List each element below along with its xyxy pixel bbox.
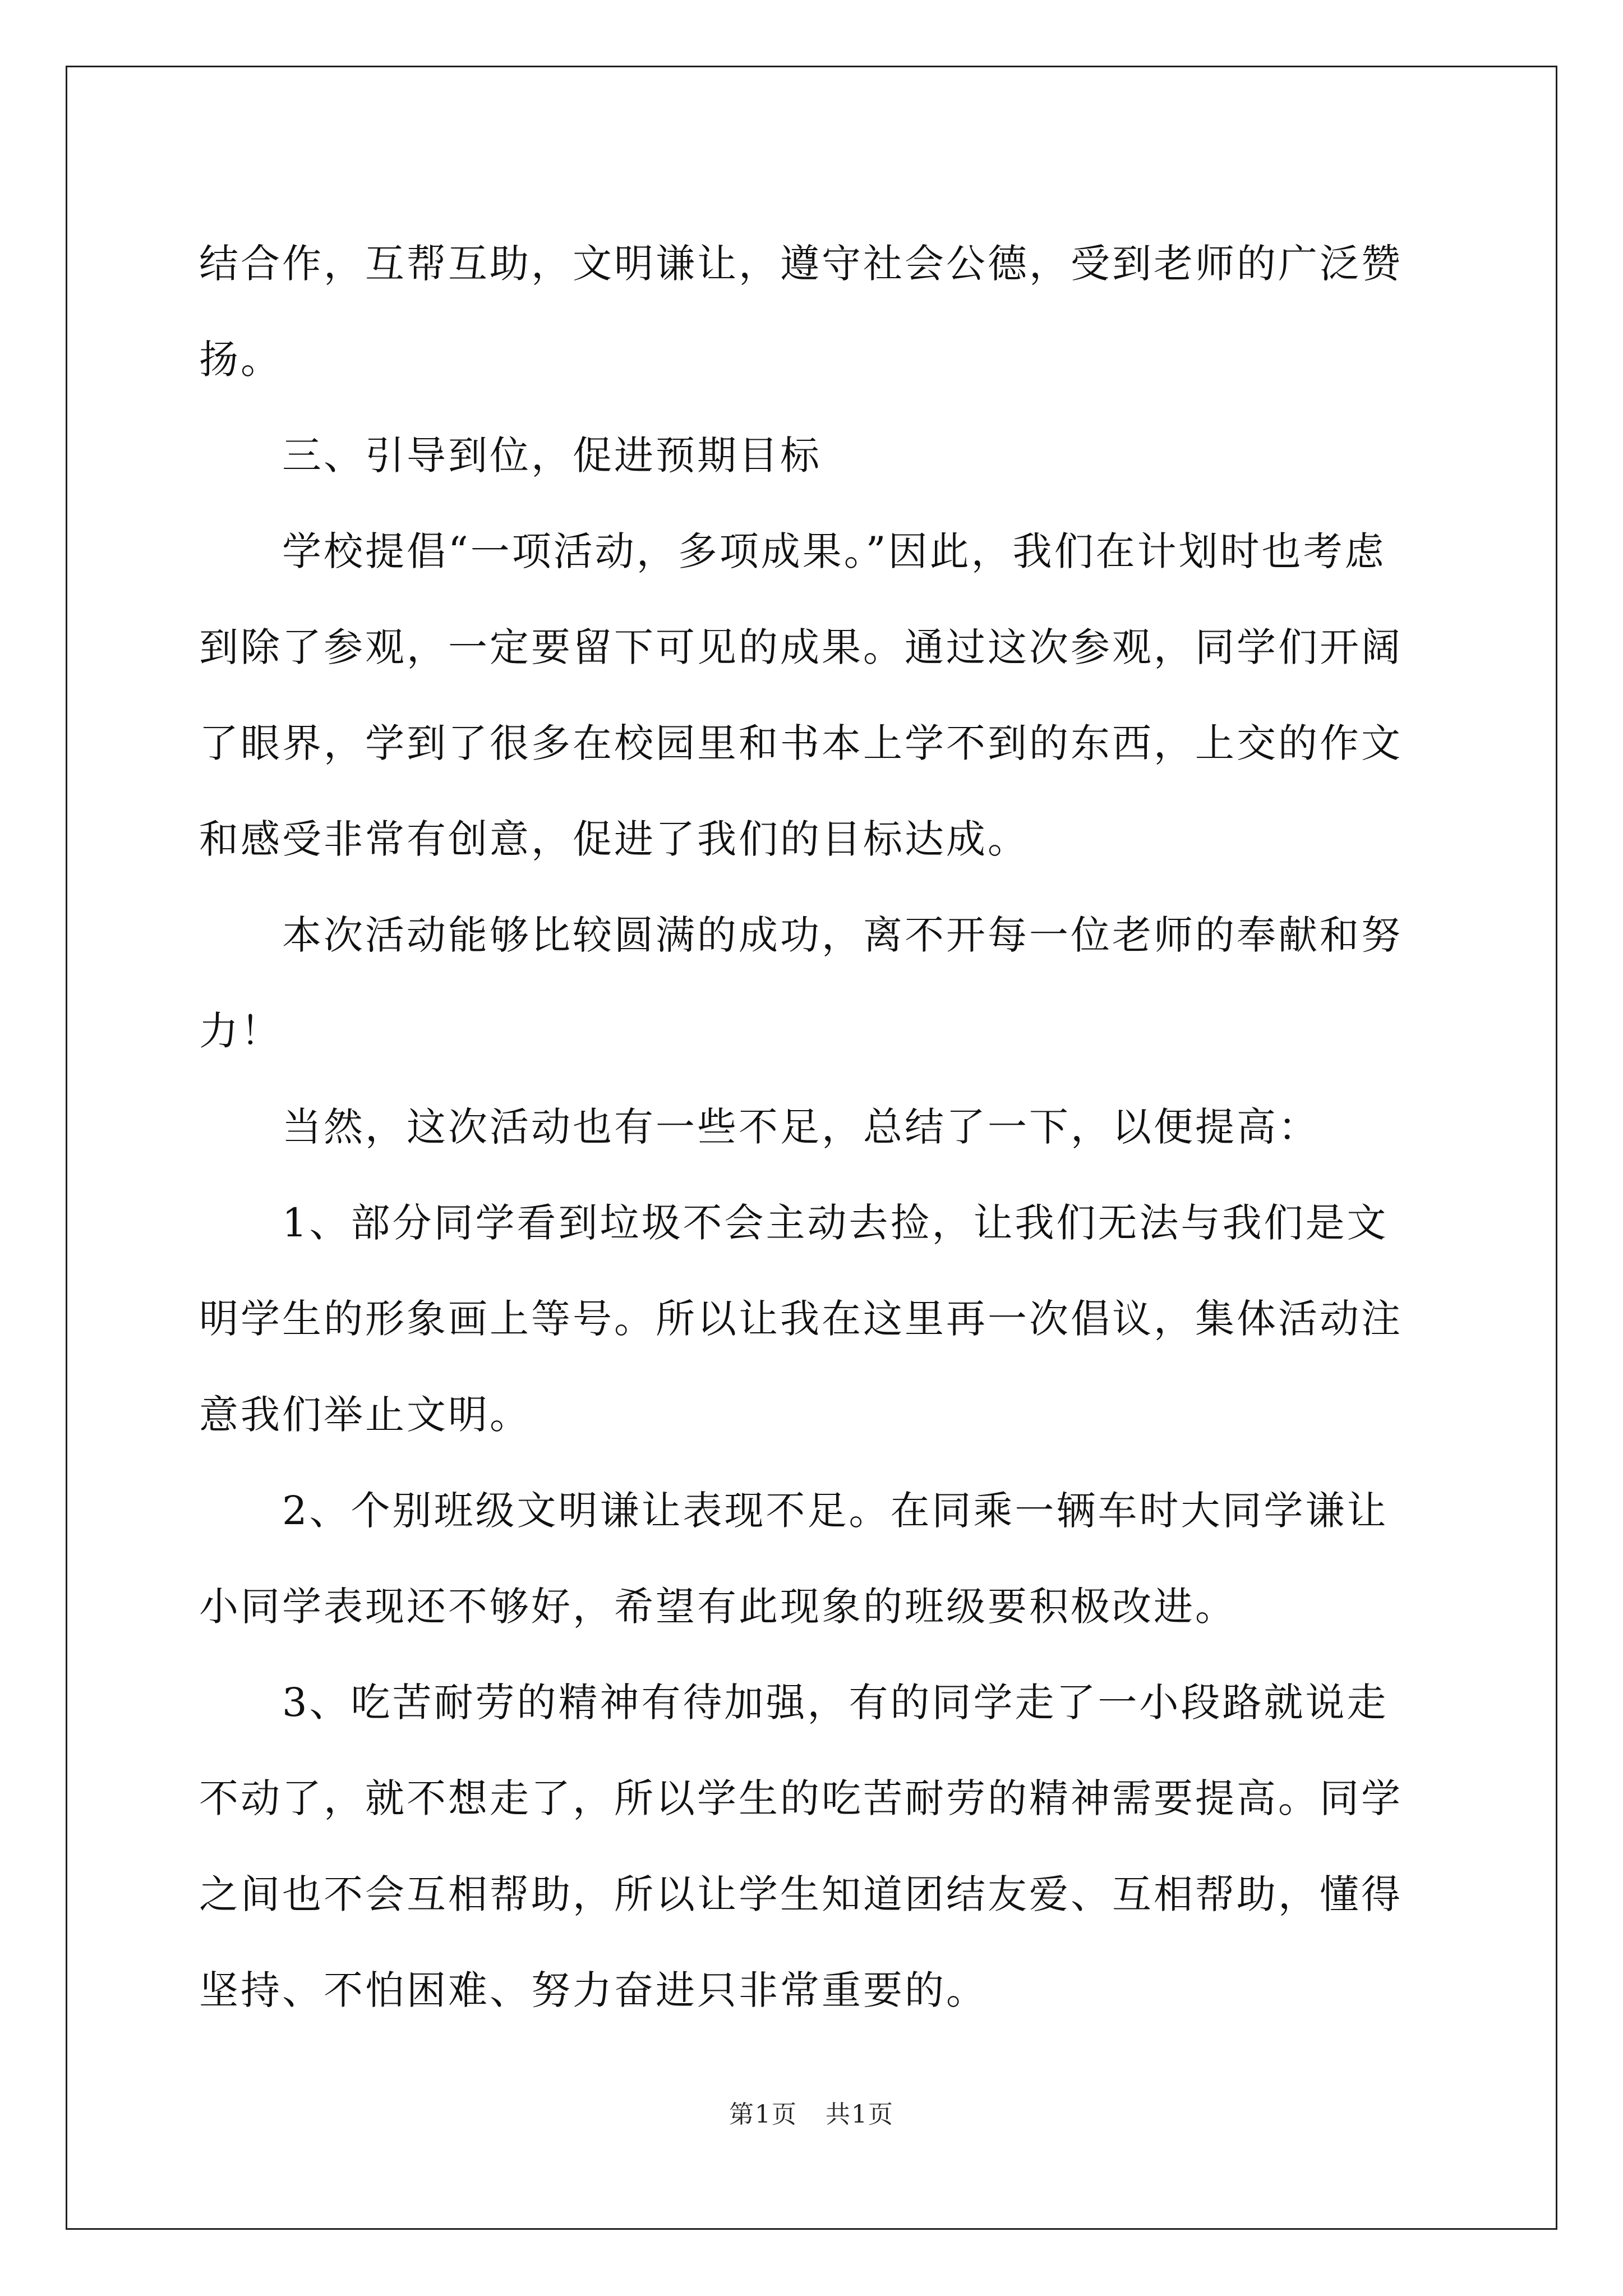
paragraph: 结合作，互帮互助，文明谦让，遵守社会公德，受到老师的广泛赞扬。 [199,241,1403,383]
list-item: 1、部分同学看到垃圾不会主动去捡，让我们无法与我们是文明学生的形象画上等号。所以让我在这里再一次倡议，集体活动注意我们举止文明。 [199,1200,1403,1438]
page-number-total: 共1页 [826,2100,894,2129]
paragraph: 学校提倡“一项活动，多项成果。”因此，我们在计划时也考虑到除了参观，一定要留下可见的成果。通过这次参观，同学们开阔了眼界，学到了很多在校园里和书本上学不到的东西，上交的作文和感受非常有创意，促进了我们的目标达成。 [199,528,1403,862]
list-item: 2、个别班级文明谦让表现不足。在同乘一辆车时大同学谦让小同学表现还不够好，希望有此现象的班级要积极改进。 [199,1488,1389,1630]
section-heading: 三、引导到位，促进预期目标 [282,432,822,478]
list-item: 3、吃苦耐劳的精神有待加强，有的同学走了一小段路就说走不动了，就不想走了，所以学生的吃苦耐劳的精神需要提高。同学之间也不会互相帮助，所以让学生知道团结友爱、互相帮助，懂得坚持、不怕困难、努力奋进只非常重要的。 [199,1680,1403,2013]
paragraph: 本次活动能够比较圆满的成功，离不开每一位老师的奉献和努力！ [199,912,1403,1054]
paragraph: 当然，这次活动也有一些不足，总结了一下，以便提高： [282,1104,1320,1150]
document-body [199,216,1422,2039]
page-number-current: 第1页 [729,2100,797,2129]
page-footer [0,2098,1623,2132]
